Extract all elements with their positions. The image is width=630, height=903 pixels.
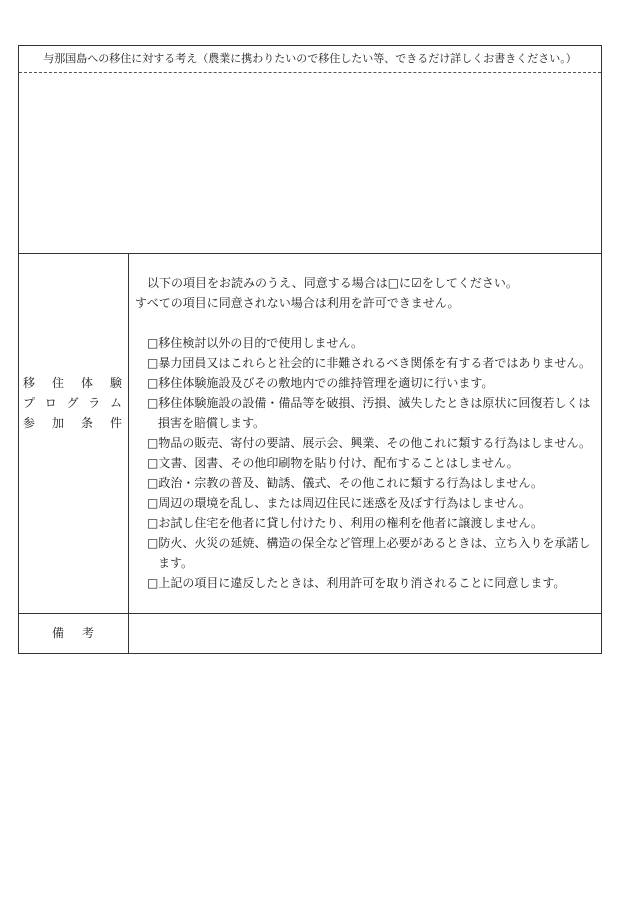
condition-item-continuation: 損害を賠償します。 [158, 416, 266, 430]
spacer [135, 313, 597, 333]
conditions-label-line [23, 413, 122, 433]
conditions-content-cell [129, 254, 601, 613]
remarks-row [19, 614, 601, 653]
condition-item[interactable]: □物品の販売、寄付の要請、展示会、興業、その他これに類する行為はしません。 [147, 436, 592, 450]
remarks-label-cell [19, 614, 129, 653]
label-char: 参 [23, 416, 36, 430]
label-char: 件 [109, 416, 122, 430]
label-char: ラ [88, 396, 101, 410]
conditions-intro-line: 以下の項目をお読みのうえ、同意する場合は□に☑をしてください。 [147, 276, 518, 290]
label-char: グ [66, 396, 79, 410]
remarks-field[interactable] [129, 614, 601, 653]
label-char: 備 [52, 626, 65, 640]
conditions-row [19, 254, 601, 614]
conditions-body [135, 273, 597, 593]
condition-item[interactable]: □文書、図書、その他印刷物を貼り付け、配布することはしません。 [147, 456, 519, 470]
remarks-label [52, 614, 94, 653]
motivation-heading: 与那国島への移住に対する考え（農業に携わりたいので移住したい等、できるだけ詳しくお書きください。） [19, 46, 601, 73]
condition-item[interactable]: □移住体験施設の設備・備品等を破損、汚損、滅失したときは原状に回復若しくは [147, 396, 591, 410]
conditions-intro-line: すべての項目に同意されない場合は利用を許可できません。 [135, 296, 460, 310]
label-char: 加 [51, 416, 64, 430]
condition-item[interactable]: □周辺の環境を乱し、または周辺住民に迷惑を及ぼす行為はしません。 [147, 496, 532, 510]
condition-item[interactable]: □上記の項目に違反したときは、利用許可を取り消されることに同意します。 [147, 576, 566, 590]
condition-item-continuation: ます。 [158, 556, 194, 570]
label-char: 住 [51, 376, 64, 390]
conditions-label-line [23, 393, 122, 413]
conditions-label [23, 373, 122, 433]
conditions-label-line [23, 373, 122, 393]
label-char: 移 [23, 376, 36, 390]
application-form-table [18, 45, 602, 654]
label-char: 体 [80, 376, 93, 390]
label-char: 験 [109, 376, 122, 390]
condition-item[interactable]: □移住体験施設及びその敷地内での維持管理を適切に行います。 [147, 376, 494, 390]
condition-item[interactable]: □暴力団員又はこれらと社会的に非難されるべき関係を有する者ではありません。 [147, 356, 592, 370]
motivation-answer-area[interactable] [19, 73, 601, 253]
label-char: ム [109, 396, 122, 410]
motivation-row [19, 46, 601, 254]
condition-item[interactable]: □移住検討以外の目的で使用しません。 [147, 336, 364, 350]
label-char: プ [23, 396, 36, 410]
condition-item[interactable]: □お試し住宅を他者に貸し付けたり、利用の権利を他者に譲渡しません。 [147, 516, 544, 530]
condition-item[interactable]: □防火、火災の延焼、構造の保全など管理上必要があるときは、立ち入りを承諾し [147, 536, 591, 550]
label-char: ロ [44, 396, 57, 410]
conditions-label-cell [19, 254, 129, 613]
condition-item[interactable]: □政治・宗教の普及、勧誘、儀式、その他これに類する行為はしません。 [147, 476, 544, 490]
label-char: 考 [81, 626, 94, 640]
label-char: 条 [80, 416, 93, 430]
